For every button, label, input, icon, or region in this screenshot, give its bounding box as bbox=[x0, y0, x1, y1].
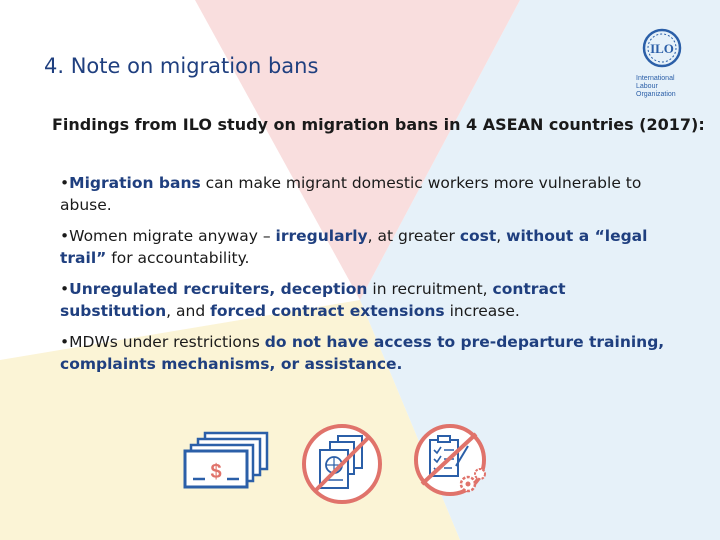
study-subtitle: Findings from ILO study on migration bans in 4 ASEAN countries (2017): bbox=[52, 115, 705, 134]
finding-text: increase. bbox=[444, 302, 520, 320]
finding-item bbox=[60, 225, 680, 269]
finding-highlight: cost bbox=[459, 227, 497, 245]
finding-highlight: contract substitution bbox=[60, 280, 566, 320]
finding-text: can make migrant domestic workers more vulnerable to abuse. bbox=[60, 174, 642, 214]
ilo-emblem-icon bbox=[636, 28, 688, 68]
logo-initials: ILO bbox=[650, 41, 674, 56]
finding-text: , bbox=[496, 227, 507, 245]
slide-title: 4. Note on migration bans bbox=[44, 54, 319, 78]
bullet-marker: • bbox=[60, 227, 70, 245]
finding-text: , and bbox=[166, 302, 211, 320]
finding-highlight: without a “legal trail” bbox=[60, 227, 648, 267]
finding-item bbox=[60, 172, 680, 216]
bullet-marker: • bbox=[60, 174, 70, 192]
finding-highlight: forced contract extensions bbox=[210, 302, 445, 320]
finding-highlight: Migration bans bbox=[69, 174, 201, 192]
finding-text: Women migrate anyway – bbox=[69, 227, 276, 245]
finding-highlight: irregularly bbox=[275, 227, 368, 245]
finding-highlight: do not have access to pre-departure training, complaints mechanisms, or assistance. bbox=[60, 333, 665, 373]
bullet-marker: • bbox=[60, 333, 70, 351]
finding-text: MDWs under restrictions bbox=[69, 333, 265, 351]
finding-text: for accountability. bbox=[106, 249, 250, 267]
dollar-sign: $ bbox=[210, 461, 222, 483]
money-icon bbox=[185, 433, 267, 487]
finding-highlight: Unregulated recruiters, deception bbox=[69, 280, 368, 298]
logo-caption: International Labour Organization bbox=[636, 75, 676, 98]
finding-text: in recruitment, bbox=[367, 280, 493, 298]
finding-item bbox=[60, 331, 680, 375]
finding-text: , at greater bbox=[367, 227, 460, 245]
finding-item bbox=[60, 278, 680, 322]
ilo-logo bbox=[636, 28, 692, 99]
findings-list bbox=[60, 172, 680, 384]
icon-row bbox=[180, 418, 500, 508]
no-checklist-icon bbox=[416, 426, 485, 494]
bullet-marker: • bbox=[60, 280, 70, 298]
no-passport-icon bbox=[304, 426, 380, 502]
